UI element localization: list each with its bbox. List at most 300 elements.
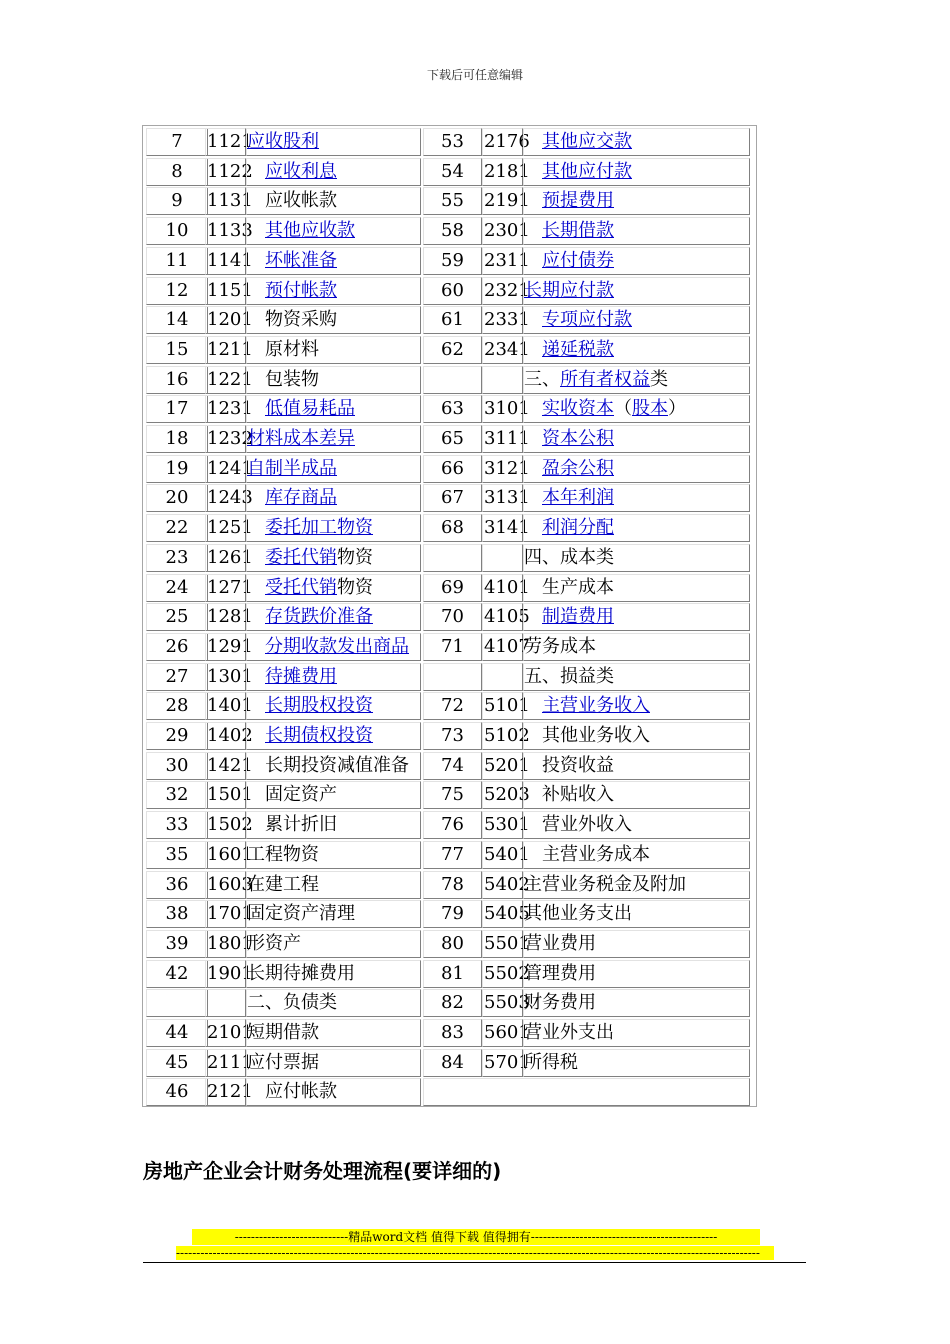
account-code-cell — [205, 187, 253, 215]
account-code-cell — [482, 336, 530, 364]
account-code: 1421 — [207, 754, 253, 776]
row-number: 39 — [165, 932, 189, 954]
account-name-link[interactable]: 材料成本差异 — [247, 428, 355, 449]
account-code-cell — [482, 217, 530, 245]
row-number: 16 — [165, 368, 189, 390]
account-name: 应收帐款 — [265, 190, 337, 212]
account-code: 5401 — [484, 843, 530, 865]
account-code: 1232 — [207, 428, 253, 449]
account-name-link[interactable]: 低值易耗品 — [265, 398, 355, 420]
account-name-suffix: ） — [668, 398, 686, 420]
row-number: 84 — [441, 1051, 464, 1073]
account-code-cell — [482, 425, 530, 453]
account-name-link[interactable]: 本年利润 — [542, 487, 614, 509]
account-code-cell — [482, 455, 530, 483]
account-name-cell — [523, 247, 750, 275]
account-code-cell — [205, 603, 253, 631]
account-name-cell — [523, 128, 750, 156]
row-number-cell — [423, 871, 482, 899]
account-code: 1201 — [207, 309, 253, 331]
account-name-cell — [246, 187, 421, 215]
account-name: 劳务成本 — [524, 635, 596, 657]
row-number-cell — [146, 633, 208, 661]
account-name-cell — [246, 900, 421, 928]
account-code-cell — [205, 425, 253, 453]
account-name: 包装物 — [265, 368, 319, 390]
row-number: 42 — [165, 962, 189, 984]
account-code-cell — [205, 752, 253, 780]
row-number: 74 — [441, 754, 464, 776]
account-name-link[interactable]: 专项应付款 — [542, 309, 632, 331]
account-code-cell — [482, 930, 530, 958]
account-name-link[interactable]: 其他应交款 — [542, 131, 632, 152]
row-number: 79 — [441, 903, 464, 925]
row-number-cell — [423, 425, 482, 453]
account-name-cell — [523, 366, 750, 394]
row-number-cell — [146, 366, 208, 394]
row-number: 12 — [165, 279, 189, 301]
row-number-cell — [146, 989, 208, 1017]
account-code-cell — [205, 366, 253, 394]
account-name-cell — [523, 692, 750, 720]
account-name-link[interactable]: 预付帐款 — [265, 279, 337, 301]
account-name-link[interactable]: 委托代销 — [265, 546, 337, 568]
row-number-cell — [146, 455, 208, 483]
account-code: 3101 — [484, 398, 530, 420]
account-name-cell — [523, 841, 750, 869]
row-number: 65 — [441, 428, 464, 449]
account-name: 长期投资减值准备 — [265, 754, 409, 776]
row-number-cell — [423, 752, 482, 780]
account-code-cell — [205, 128, 253, 156]
account-name-cell — [246, 930, 421, 958]
row-number: 58 — [441, 220, 464, 242]
account-name-suffix: 物资 — [337, 546, 373, 568]
account-name-cell — [523, 455, 750, 483]
account-code: 2101 — [207, 1022, 253, 1043]
account-name-cell — [246, 603, 421, 631]
account-code-cell — [205, 781, 253, 809]
account-name-cell — [523, 514, 750, 542]
row-number: 11 — [165, 249, 189, 271]
account-name-cell — [246, 336, 421, 364]
account-code-cell — [482, 752, 530, 780]
row-number-cell — [146, 811, 208, 839]
account-name-link[interactable]: 坏帐准备 — [265, 249, 337, 271]
account-name-link[interactable]: 库存商品 — [265, 487, 337, 509]
row-number-cell — [423, 544, 482, 572]
account-code-cell — [482, 544, 523, 572]
account-code-cell — [482, 781, 530, 809]
row-number: 22 — [165, 517, 189, 539]
row-number-cell — [423, 1019, 482, 1047]
account-code: 1243 — [207, 487, 253, 509]
row-number-cell — [423, 306, 482, 334]
footer-banner-line-2: ------------------------------------------------------------------------------------------------------------------------------------------------ — [176, 1246, 774, 1260]
row-number-cell — [423, 811, 482, 839]
account-code: 1281 — [207, 606, 253, 628]
row-number: 68 — [441, 517, 464, 539]
account-code-cell — [482, 633, 530, 661]
account-name-link[interactable]: 应收股利 — [247, 131, 319, 152]
account-code-cell — [205, 544, 253, 572]
account-name-suffix: 物资 — [337, 576, 373, 598]
account-code: 1601 — [207, 843, 253, 865]
account-name-link[interactable]: 盈余公积 — [542, 457, 614, 479]
account-code-cell — [205, 1049, 253, 1077]
account-name-link[interactable]: 所有者权益 — [560, 368, 650, 390]
row-number-cell — [423, 841, 482, 869]
account-code: 1141 — [207, 249, 253, 271]
account-name-cell — [523, 871, 750, 899]
row-number: 69 — [441, 576, 464, 598]
account-code: 5301 — [484, 814, 530, 836]
account-name-link[interactable]: 其他应付款 — [542, 160, 632, 182]
account-name-link[interactable]: 长期应付款 — [524, 279, 614, 301]
account-name-cell — [523, 781, 750, 809]
account-code-cell — [482, 900, 530, 928]
row-number-cell — [423, 336, 482, 364]
account-name-cell — [523, 158, 750, 186]
account-name: 物资采购 — [265, 309, 337, 331]
row-number: 23 — [165, 546, 189, 568]
row-number-cell — [423, 366, 482, 394]
account-name: 生产成本 — [542, 576, 614, 598]
row-number: 60 — [441, 279, 464, 301]
account-code: 2111 — [207, 1051, 253, 1073]
account-code-cell — [482, 514, 530, 542]
account-name: 营业外支出 — [524, 1022, 614, 1043]
row-number: 24 — [165, 576, 189, 598]
row-number-cell — [146, 484, 208, 512]
account-code-cell — [482, 158, 530, 186]
row-number: 46 — [165, 1081, 189, 1103]
row-number-cell — [146, 1019, 208, 1047]
account-code: 2191 — [484, 190, 530, 212]
account-name: 四、成本类 — [524, 546, 614, 568]
row-number-cell — [423, 247, 482, 275]
row-number-cell — [423, 603, 482, 631]
account-code-cell — [205, 1019, 253, 1047]
account-name-cell — [246, 633, 421, 661]
account-name-link[interactable]: 主营业务收入 — [542, 695, 650, 717]
account-code-cell — [482, 722, 530, 750]
account-name-cell — [523, 336, 750, 364]
row-number-cell — [423, 484, 482, 512]
row-number: 55 — [441, 190, 464, 212]
row-number: 18 — [165, 428, 189, 449]
account-name-cell — [246, 217, 421, 245]
row-number-cell — [423, 781, 482, 809]
row-number: 19 — [165, 457, 189, 479]
account-name-cell — [523, 633, 750, 661]
account-code-cell — [482, 366, 523, 394]
account-code: 1901 — [207, 962, 253, 984]
account-code-cell — [205, 960, 253, 988]
account-name-link[interactable]: 实收资本 — [542, 398, 614, 420]
account-name-cell — [523, 1049, 750, 1077]
account-name-cell — [246, 1049, 421, 1077]
row-number: 80 — [441, 932, 464, 954]
account-code-cell — [205, 900, 253, 928]
row-number: 82 — [441, 992, 464, 1014]
row-number: 8 — [171, 160, 183, 182]
account-name-link[interactable]: 股本 — [632, 398, 668, 420]
account-name-cell — [523, 930, 750, 958]
account-code-cell — [205, 217, 253, 245]
account-name-link[interactable]: 长期债权投资 — [265, 725, 373, 746]
row-number-cell — [423, 514, 482, 542]
account-name-cell — [246, 1019, 421, 1047]
account-code: 2301 — [484, 220, 530, 242]
row-number-cell — [423, 574, 482, 602]
account-name-cell — [246, 811, 421, 839]
account-name-cell — [523, 989, 750, 1017]
account-name-link[interactable]: 递延税款 — [542, 338, 614, 360]
account-code-cell — [482, 306, 530, 334]
account-name: 财务费用 — [524, 992, 596, 1014]
account-name-link[interactable]: 分期收款发出商品 — [265, 635, 409, 657]
account-name-cell — [523, 900, 750, 928]
account-code-cell — [205, 633, 253, 661]
account-name: 工程物资 — [247, 843, 319, 865]
account-name-link[interactable]: 应收利息 — [265, 160, 337, 182]
account-name-bracket: （ — [614, 398, 632, 420]
account-code: 1131 — [207, 190, 253, 212]
account-code-cell — [482, 574, 530, 602]
account-code: 1402 — [207, 725, 253, 746]
account-name-cell — [523, 722, 750, 750]
account-name-cell — [523, 425, 750, 453]
account-code: 1251 — [207, 517, 253, 539]
row-number-cell — [423, 692, 482, 720]
row-number-cell — [146, 841, 208, 869]
account-code-cell — [482, 247, 530, 275]
row-number: 72 — [441, 695, 464, 717]
account-name: 原材料 — [265, 338, 319, 360]
account-name: 形资产 — [247, 932, 301, 954]
account-code: 1291 — [207, 635, 253, 657]
account-code: 1401 — [207, 695, 253, 717]
account-code-cell — [482, 187, 530, 215]
row-number-cell — [146, 128, 208, 156]
account-code-cell — [205, 395, 253, 423]
account-code: 1502 — [207, 814, 253, 836]
account-name: 其他业务收入 — [542, 725, 650, 746]
row-number-cell — [146, 722, 208, 750]
account-name-cell — [523, 811, 750, 839]
account-name-cell — [246, 663, 421, 691]
row-number: 83 — [441, 1022, 464, 1043]
account-name: 所得税 — [524, 1051, 578, 1073]
account-name-cell — [523, 1019, 750, 1047]
account-code-cell — [205, 247, 253, 275]
account-name-link[interactable]: 委托加工物资 — [265, 517, 373, 539]
account-name-cell — [523, 217, 750, 245]
row-number: 77 — [441, 843, 464, 865]
account-code: 1122 — [207, 160, 253, 182]
account-code: 1211 — [207, 338, 253, 360]
account-code: 2181 — [484, 160, 530, 182]
account-code: 1701 — [207, 903, 253, 925]
row-number-cell — [146, 395, 208, 423]
account-code: 5502 — [484, 962, 530, 984]
account-code-cell — [482, 1049, 530, 1077]
account-name: 营业费用 — [524, 932, 596, 954]
row-number: 27 — [165, 665, 189, 687]
row-number-cell — [146, 781, 208, 809]
account-code-cell — [482, 841, 530, 869]
account-name-link[interactable]: 其他应收款 — [265, 220, 355, 242]
account-name-cell — [246, 514, 421, 542]
account-name: 短期借款 — [247, 1022, 319, 1043]
row-number-cell — [146, 692, 208, 720]
row-number: 32 — [165, 784, 189, 806]
account-name: 五、损益类 — [524, 665, 614, 687]
row-number-cell — [423, 395, 482, 423]
account-name-cell — [246, 455, 421, 483]
row-number: 81 — [441, 962, 464, 984]
account-name: 长期待摊费用 — [247, 962, 355, 984]
account-name: 其他业务支出 — [524, 903, 632, 925]
row-number: 71 — [441, 635, 464, 657]
row-number: 17 — [165, 398, 189, 420]
row-number-cell — [146, 514, 208, 542]
account-code-cell — [205, 722, 253, 750]
account-code-table — [142, 125, 757, 1107]
account-name: 主营业务成本 — [542, 843, 650, 865]
account-code: 5402 — [484, 873, 530, 895]
document-title: 房地产企业会计财务处理流程(要详细的) — [143, 1159, 502, 1183]
account-code-cell — [205, 455, 253, 483]
account-code: 1603 — [207, 873, 253, 895]
account-name-cell — [246, 128, 421, 156]
account-name: 在建工程 — [247, 873, 319, 895]
account-name-link[interactable]: 自制半成品 — [247, 457, 337, 479]
account-code-cell — [482, 692, 530, 720]
row-number: 25 — [165, 606, 189, 628]
account-code: 2341 — [484, 338, 530, 360]
account-name: 应付票据 — [247, 1051, 319, 1073]
account-name-cell — [246, 781, 421, 809]
account-code: 1221 — [207, 368, 253, 390]
account-name: 应付帐款 — [265, 1081, 337, 1103]
account-name-cell — [246, 544, 421, 572]
account-name: 主营业务税金及附加 — [524, 873, 686, 895]
account-name-cell — [246, 306, 421, 334]
account-name-cell — [246, 158, 421, 186]
account-code-cell — [482, 395, 530, 423]
row-number-cell — [146, 960, 208, 988]
row-number-cell — [146, 336, 208, 364]
row-number: 45 — [165, 1051, 189, 1073]
row-number-cell — [423, 960, 482, 988]
account-name: 固定资产清理 — [247, 903, 355, 925]
account-code-cell — [482, 128, 530, 156]
row-number: 78 — [441, 873, 464, 895]
row-number: 30 — [165, 754, 189, 776]
account-name-link[interactable]: 资本公积 — [542, 428, 614, 449]
account-name: 累计折旧 — [265, 814, 337, 836]
row-number-cell — [146, 603, 208, 631]
row-number: 44 — [165, 1022, 189, 1043]
account-name-cell — [523, 306, 750, 334]
account-code-cell — [482, 277, 530, 305]
row-number-cell — [423, 277, 482, 305]
account-code: 5503 — [484, 992, 530, 1014]
row-number: 35 — [165, 843, 189, 865]
account-code-cell — [482, 603, 530, 631]
account-code: 5601 — [484, 1022, 530, 1043]
account-name-cell — [246, 395, 421, 423]
row-number: 70 — [441, 606, 464, 628]
account-name-link[interactable]: 制造费用 — [542, 606, 614, 628]
row-number-cell — [146, 544, 208, 572]
account-code: 2321 — [484, 279, 530, 301]
account-code: 1121 — [207, 131, 253, 152]
account-name-link[interactable]: 长期借款 — [542, 220, 614, 242]
row-number: 20 — [165, 487, 189, 509]
row-number-cell — [146, 663, 208, 691]
row-number-cell — [146, 871, 208, 899]
account-name-cell — [523, 277, 750, 305]
account-name-link[interactable]: 存货跌价准备 — [265, 606, 373, 628]
account-code-cell — [205, 692, 253, 720]
row-number-cell — [146, 187, 208, 215]
account-name-cell — [246, 1078, 421, 1106]
account-name-cell — [523, 663, 750, 691]
row-number-cell — [423, 1049, 482, 1077]
account-code: 4105 — [484, 606, 530, 628]
row-number-cell — [146, 900, 208, 928]
account-name: 二、负债类 — [247, 992, 337, 1014]
account-name-link[interactable]: 预提费用 — [542, 190, 614, 212]
account-code: 5203 — [484, 784, 530, 806]
account-name-link[interactable]: 利润分配 — [542, 517, 614, 539]
row-number-cell — [146, 752, 208, 780]
account-code-cell — [205, 277, 253, 305]
account-code: 3121 — [484, 457, 530, 479]
account-name-suffix: 类 — [650, 368, 668, 390]
row-number-cell — [423, 158, 482, 186]
row-number: 38 — [165, 903, 189, 925]
row-number: 62 — [441, 338, 464, 360]
account-name-link[interactable]: 长期股权投资 — [265, 695, 373, 717]
row-number: 29 — [165, 725, 189, 746]
account-name-cell — [246, 989, 421, 1017]
account-code: 1271 — [207, 576, 253, 598]
account-name-cell — [523, 752, 750, 780]
account-name-link[interactable]: 受托代销 — [265, 576, 337, 598]
account-name-prefix: 三、 — [524, 368, 560, 390]
account-code: 2311 — [484, 249, 530, 271]
account-code: 1231 — [207, 398, 253, 420]
account-name-link[interactable]: 待摊费用 — [265, 665, 337, 687]
account-name-cell — [246, 484, 421, 512]
account-code-cell — [205, 811, 253, 839]
account-code-cell — [482, 811, 530, 839]
account-code: 3131 — [484, 487, 530, 509]
row-number: 59 — [441, 249, 464, 271]
account-code-cell — [482, 1019, 530, 1047]
row-number-cell — [423, 930, 482, 958]
account-name-cell — [523, 574, 750, 602]
account-code-cell — [482, 960, 530, 988]
row-number: 36 — [165, 873, 189, 895]
account-code-cell — [205, 663, 253, 691]
account-name-link[interactable]: 应付债券 — [542, 249, 614, 271]
account-code-cell — [205, 871, 253, 899]
